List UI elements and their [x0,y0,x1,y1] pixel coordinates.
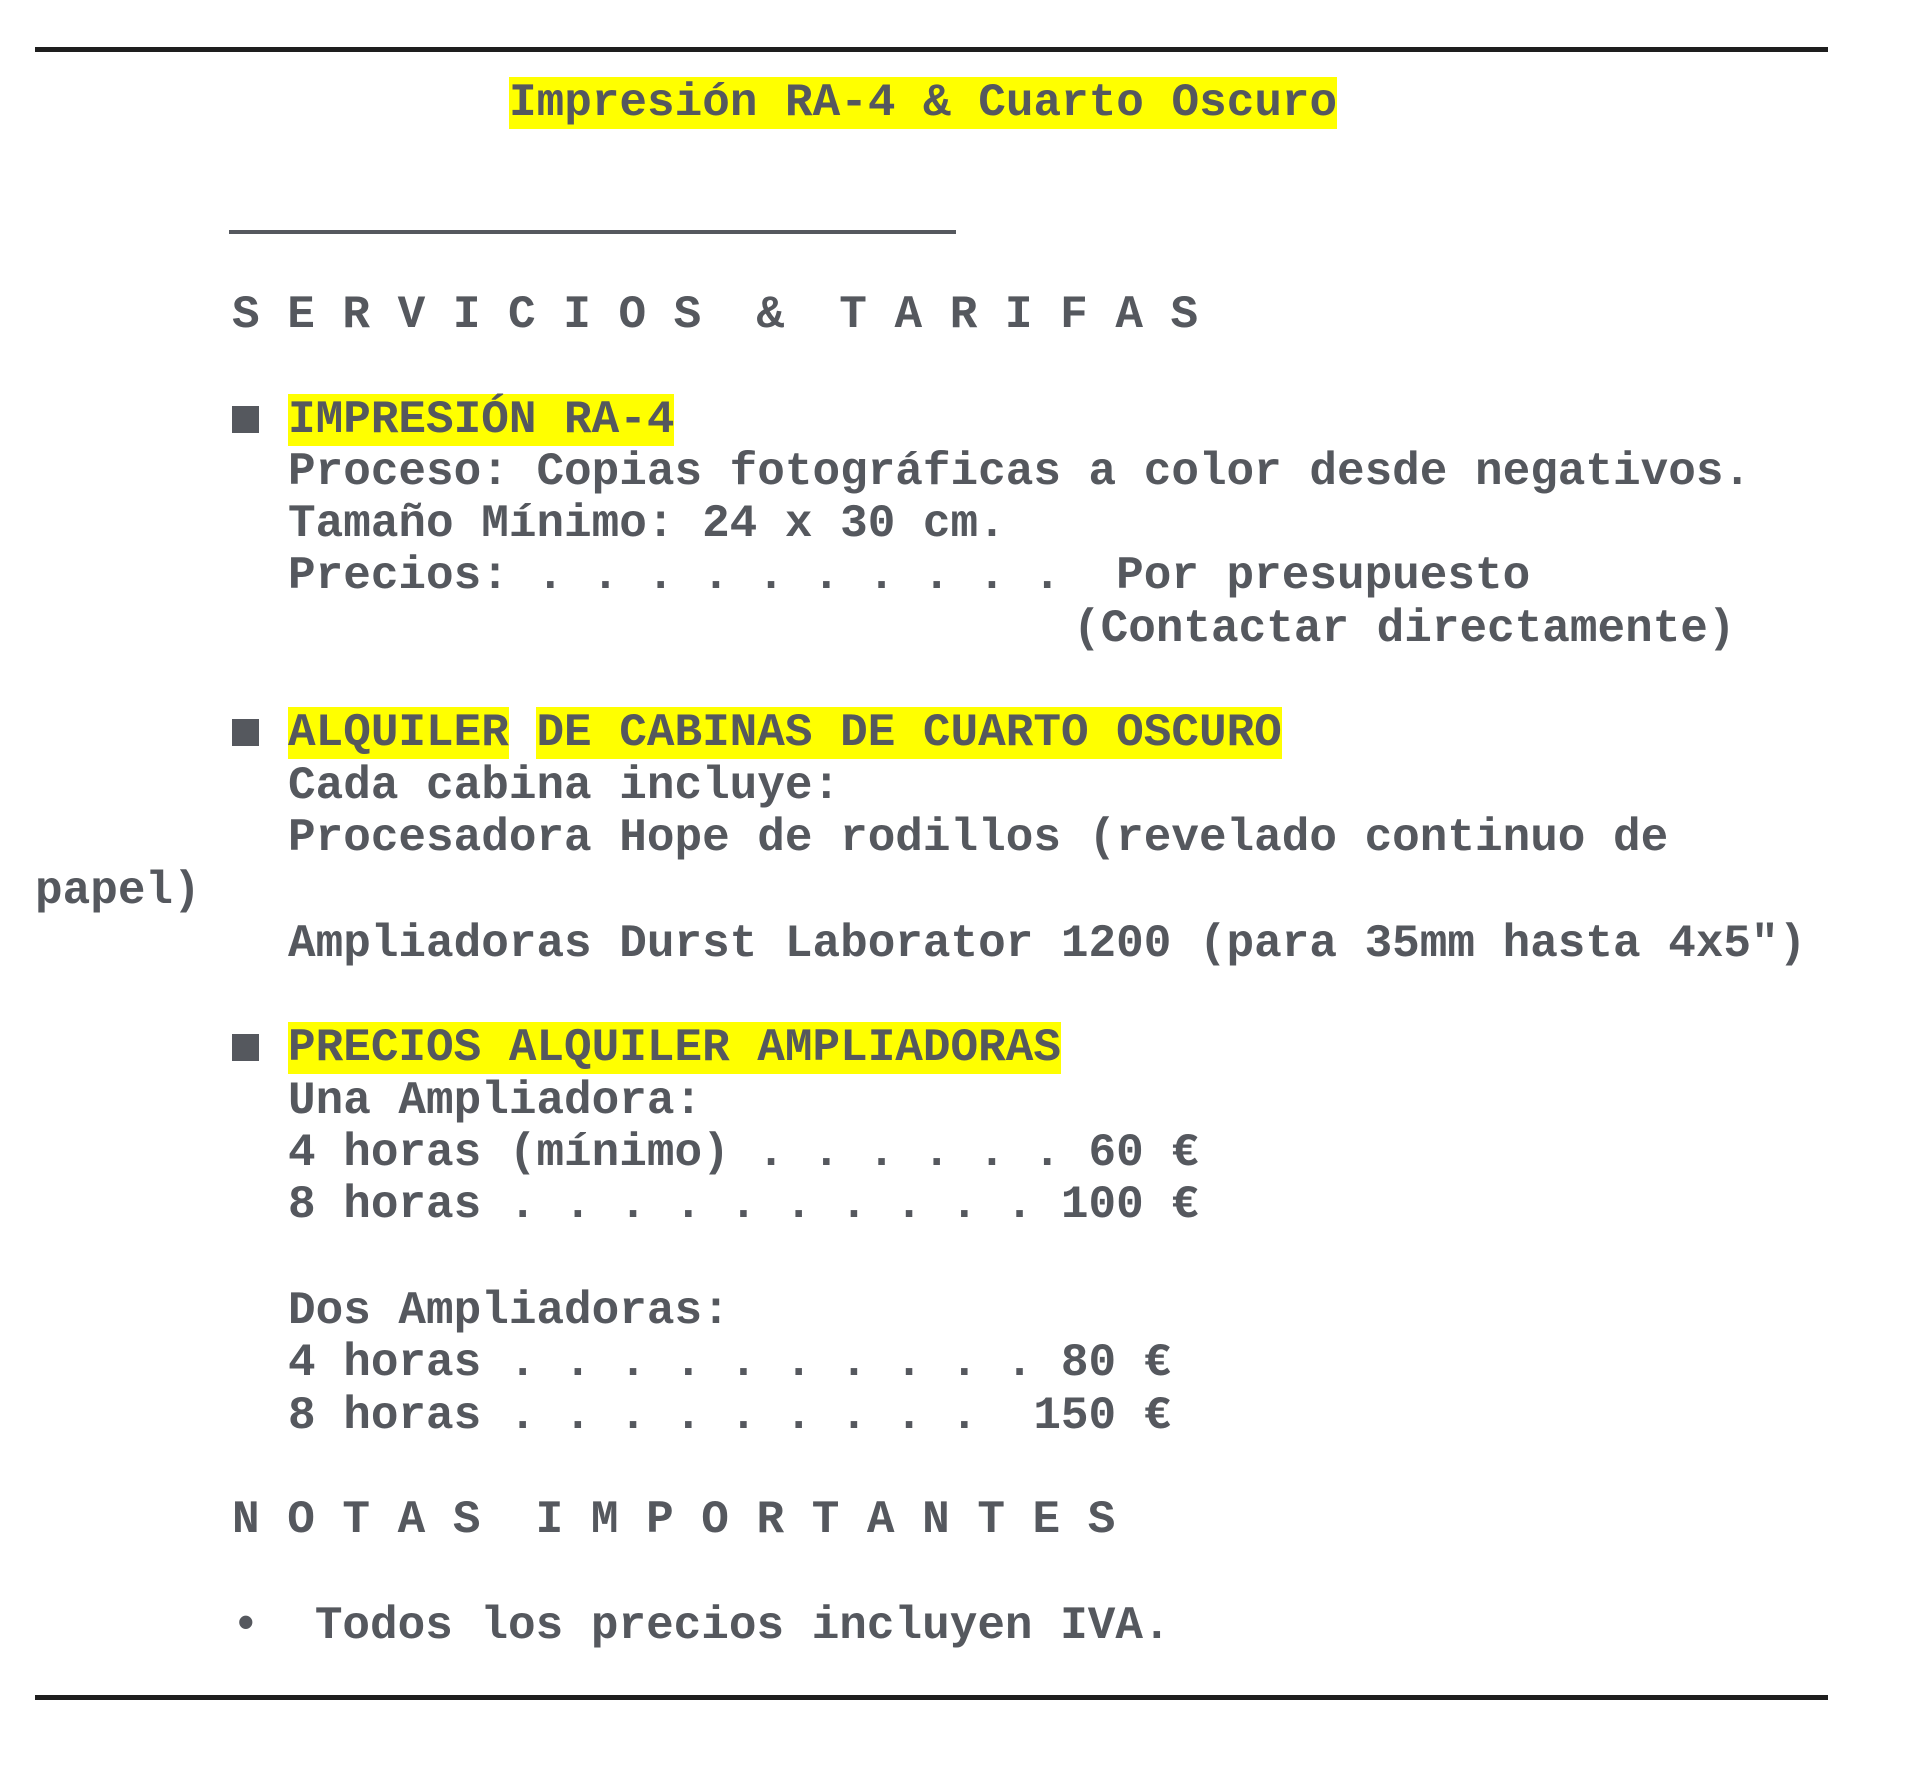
section-heading-part2: DE CABINAS DE CUARTO OSCURO [536,707,1282,759]
price-row: 8 horas . . . . . . . . . . 100 € [288,1179,1199,1231]
two-enlargers-label: Dos Ampliadoras: [288,1285,730,1337]
services-heading: S E R V I C I O S & T A R I F A S [232,289,1199,341]
title-text: Impresión RA-4 & Cuarto Oscuro [509,77,1338,129]
section-heading-text: PRECIOS ALQUILER AMPLIADORAS [288,1022,1061,1074]
processor-line: Procesadora Hope de rodillos (revelado continuo de [288,812,1669,864]
enlarger-line: Ampliadoras Durst Laborator 1200 (para 35mm hasta 4x5") [288,918,1807,970]
page-title [509,77,1337,129]
cabin-includes: Cada cabina incluye: [288,760,841,812]
bottom-rule [35,1695,1828,1700]
price-row: 8 horas . . . . . . . . . 150 € [288,1390,1172,1442]
square-bullet-icon [232,1034,259,1061]
short-divider [229,230,956,234]
square-bullet-icon [232,719,259,746]
section-heading-precios [288,1022,1061,1074]
top-rule [35,47,1828,52]
processor-line-wrap: papel) [35,865,201,917]
section-heading-alquiler [288,707,1282,759]
notes-heading: N O T A S I M P O R T A N T E S [232,1494,1116,1546]
price-row: 4 horas (mínimo) . . . . . . 60 € [288,1127,1199,1179]
min-size-line: Tamaño Mínimo: 24 x 30 cm. [288,498,1006,550]
price-row: 4 horas . . . . . . . . . . 80 € [288,1337,1172,1389]
contact-note: (Contactar directamente) [1073,603,1736,655]
section-heading-text: IMPRESIÓN RA-4 [288,394,675,446]
one-enlarger-label: Una Ampliadora: [288,1075,703,1127]
section-heading-impresion [288,394,674,446]
process-line: Proceso: Copias fotográficas a color desde negativos. [288,446,1752,498]
square-bullet-icon [232,406,259,433]
note-item: • Todos los precios incluyen IVA. [232,1600,1171,1652]
prices-line: Precios: . . . . . . . . . . Por presupuesto [288,550,1531,602]
section-heading-part1: ALQUILER [288,707,509,759]
